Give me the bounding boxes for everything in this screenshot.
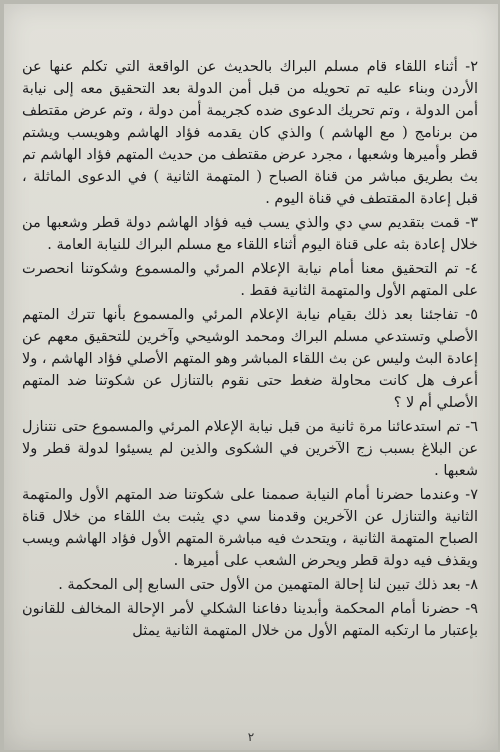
paragraph-4: ٤- تم التحقيق معنا أمام نيابة الإعلام المرئي والمسموع وشكوتنا انحصرت على المتهم الأول والمتهمة الثانية فقط . [22,261,478,299]
document-page [4,4,498,750]
paragraph-5: ٥- تفاجئنا بعد ذلك بقيام نيابة الإعلام المرئي والمسموع بأنها تترك المتهم الأصلي وتستدعي مسلم البراك ومحمد الوشيحي وآخرين للتحقيق معهم عن إعادة البث وليس عن بث اللقاء المباشر وهو المتهم الأصلي فؤاد الهاشم ، ولا أعرف هل كانت محاولة ضغط حتى نقوم بالتنازل عن شكوتنا ضد المتهم الأصلي أم لا ؟ [22,307,478,411]
paragraph-3: ٣- قمت بتقديم سي دي والذي يسب فيه فؤاد الهاشم دولة قطر وشعبها من خلال إعادة بثه على قناة اليوم أثناء اللقاء مع مسلم البراك للنيابة العامة . [22,215,478,253]
paragraph-6: ٦- تم استدعائنا مرة ثانية من قبل نيابة الإعلام المرئي والمسموع حتى نتنازل عن البلاغ بسبب زج الآخرين في الشكوى والذين لم يسيئوا لدولة قطر ولا شعبها . [22,419,478,479]
document-body [22,56,478,644]
paragraph-9: ٩- حضرنا أمام المحكمة وأبدينا دفاعنا الشكلي لأمر الإحالة المخالف للقانون بإعتبار ما ارتكبه المتهم الأول من خلال المتهمة الثانية يمثل [22,601,478,639]
page-number: ٢ [247,730,255,744]
paragraph-7: ٧- وعندما حضرنا أمام النيابة صممنا على شكوتنا ضد المتهم الأول والمتهمة الثانية والتنازل عن الآخرين وقدمنا سي دي يثبت بث اللقاء من خلال قناة الصباح المتهمة الثانية ، ويتحدث فيه مباشرة المتهم الأول فؤاد الهاشم ويسب ويقذف فيه دولة قطر ويحرض الشعب على أميرها . [22,487,478,569]
paragraph-8: ٨- بعد ذلك تبين لنا إحالة المتهمين من الأول حتى السابع إلى المحكمة . [58,577,478,593]
paragraph-2: ٢- أثناء اللقاء قام مسلم البراك بالحديث عن الواقعة التي تكلم عنها عن الأردن وبناء عليه تم تحويله من قبل أمن الدولة بعد التحقيق معه إلى نيابة أمن الدولة ، وتم تحريك الدعوى ضده كجريمة أمن دولة ، وتم عرض مقتطف من برنامج ( مع الهاشم ) والذي كان يقدمه فؤاد الهاشم وهويسب ويشتم قطر وأميرها وشعبها ، مجرد عرض مقتطف من حديث المتهم فؤاد الهاشم تم بث بطريق مباشر من قناة الصباح ( المتهمة الثانية ) في الدعوى الماثلة ، قبل إعادة المقتطف في قناة اليوم . [22,59,478,207]
